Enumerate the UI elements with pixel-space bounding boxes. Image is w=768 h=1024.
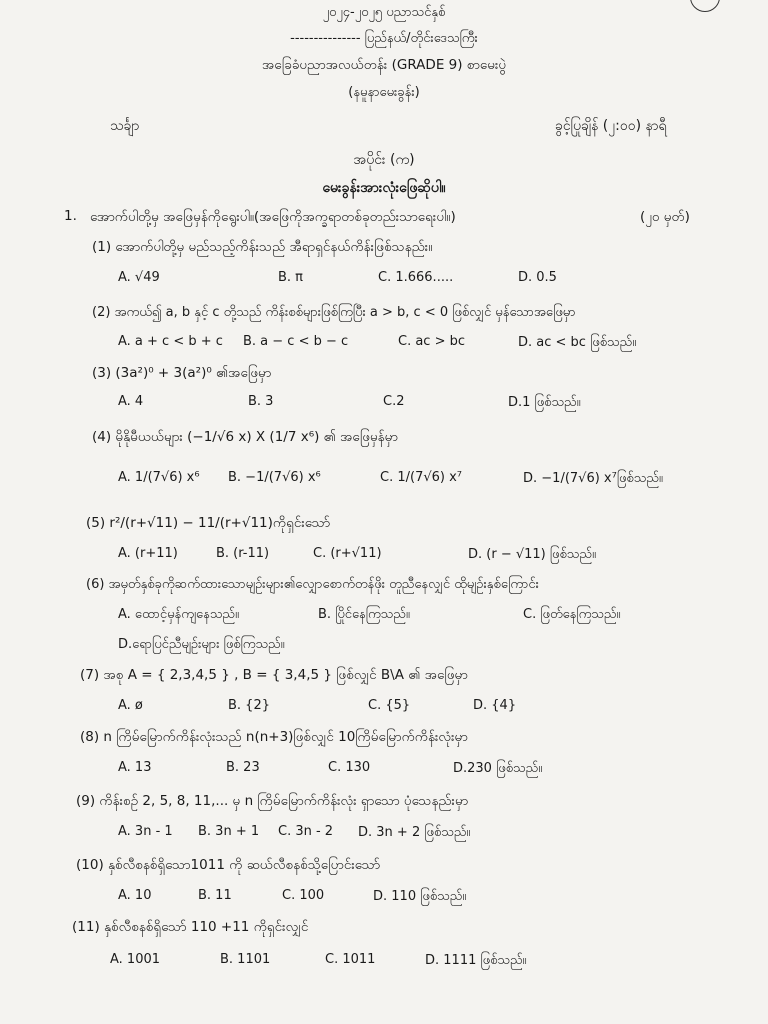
time-allowed: ခွင့်ပြုချိန် (၂:၀၀) နာရီ bbox=[555, 118, 667, 134]
option-b: B. (r-11) bbox=[216, 546, 270, 561]
option-a: A. 3n - 1 bbox=[118, 824, 173, 839]
question-11: (11) နှစ်လီစနစ်ရှိသော် 110 +11 ကိုရှင်းလျှင် bbox=[72, 919, 309, 935]
option-b: B. π bbox=[278, 270, 304, 285]
question-8: (8) n ကြိမ်မြောက်ကိန်းလုံးသည် n(n+3)ဖြစ်လျှင် 10ကြိမ်မြောက်ကိန်းလုံးမှာ bbox=[80, 729, 468, 745]
option-b: B. 1101 bbox=[220, 952, 271, 967]
subject-label: သင်္ချာ bbox=[110, 118, 140, 134]
question-1: (1) အောက်ပါတို့မှ မည်သည့်ကိန်းသည် အီရာရှင်နယ်ကိန်းဖြစ်သနည်း။ bbox=[92, 239, 433, 255]
exam-title: အခြေခံပညာအလယ်တန်း (GRADE 9) စာမေးပွဲ bbox=[261, 57, 507, 73]
option-a: A. 13 bbox=[118, 760, 152, 775]
option-a: A. 1001 bbox=[110, 952, 161, 967]
option-a: A. a + c < b + c bbox=[118, 334, 223, 349]
option-a: A. 10 bbox=[118, 888, 152, 903]
year-line: ၂၀၂၄-၂၀၂၅ ပညာသင်နှစ် bbox=[322, 5, 446, 20]
option-a: A. ø bbox=[118, 698, 143, 713]
option-c: C. 3n - 2 bbox=[278, 824, 334, 839]
option-b: B. 3 bbox=[248, 394, 274, 409]
q1-number: 1. bbox=[64, 208, 77, 224]
option-c: C. 1/(7√6) x⁷ bbox=[380, 470, 462, 485]
option-c: C. ac > bc bbox=[398, 334, 466, 349]
option-b: B. a − c < b − c bbox=[243, 334, 349, 349]
section-title: အပိုင်း (က) bbox=[353, 152, 415, 168]
option-b: B. {2} bbox=[228, 698, 270, 713]
option-c: C. (r+√11) bbox=[313, 546, 382, 561]
option-d: D. −1/(7√6) x⁷ဖြစ်သည်။ bbox=[523, 471, 663, 486]
option-d: D.230 ဖြစ်သည်။ bbox=[453, 761, 543, 776]
question-10: (10) နှစ်လီစနစ်ရှိသော1011 ကို ဆယ်လီစနစ်သို့ပြောင်းသော် bbox=[76, 857, 381, 873]
option-c: C. 130 bbox=[328, 760, 371, 775]
option-c: C. ဖြတ်နေကြသည်။ bbox=[523, 607, 621, 622]
region-line: --------------- ပြည်နယ်/တိုင်းဒေသကြီး bbox=[290, 31, 478, 46]
option-c: C. 1011 bbox=[325, 952, 376, 967]
question-2: (2) အကယ်၍ a, b နှင့် c တို့သည် ကိန်းစစ်များဖြစ်ကြပြီး a > b, c < 0 ဖြစ်လျှင် မှန်သောအဖြေမှာ bbox=[92, 305, 576, 320]
option-c: C. {5} bbox=[368, 698, 411, 713]
option-a: A. 1/(7√6) x⁶ bbox=[118, 470, 200, 485]
option-d: D.1 ဖြစ်သည်။ bbox=[508, 395, 581, 410]
option-d: D. ac < bc ဖြစ်သည်။ bbox=[518, 335, 637, 350]
option-d: D. 1111 ဖြစ်သည်။ bbox=[425, 953, 527, 968]
option-d: D. {4} bbox=[473, 698, 517, 713]
option-b: B. 11 bbox=[198, 888, 232, 903]
option-d: D. (r − √11) ဖြစ်သည်။ bbox=[468, 547, 596, 562]
option-c: C. 100 bbox=[282, 888, 325, 903]
q1-marks: (၂၀ မှတ်) bbox=[640, 209, 690, 225]
option-a: A. √49 bbox=[118, 270, 160, 285]
question-9: (9) ကိန်းစဉ် 2, 5, 8, 11,... မှ n ကြိမ်မြောက်ကိန်းလုံး ရှာသော ပုံသေနည်းမှာ bbox=[76, 793, 469, 809]
question-5: (5) r²/(r+√11) − 11/(r+√11)ကိုရှင်းသော် bbox=[86, 515, 331, 531]
option-c: C. 1.666..... bbox=[378, 270, 454, 285]
option-c: C.2 bbox=[383, 394, 405, 409]
question-6: (6) အမှတ်နှစ်ခုကိုဆက်ထားသောမျဉ်းများ၏လျှောစောက်တန်ဖိုး တူညီနေလျှင် ထိုမျဉ်းနှစ်ကြောင်း bbox=[86, 577, 539, 592]
option-b: B. 23 bbox=[226, 760, 260, 775]
question-6-option-d: D.ရောပြင်ညီမျဉ်းများ ဖြစ်ကြသည်။ bbox=[118, 637, 285, 652]
question-4: (4) မိုနိုမီယယ်များ (−1/√6 x) X (1/7 x⁶) ၏ အဖြေမှန်မှာ bbox=[92, 429, 398, 445]
sample-line: (နမူနာမေးခွန်း) bbox=[348, 85, 420, 100]
question-7: (7) အစု A = { 2,3,4,5 } , B = { 3,4,5 } ဖြစ်လျှင် B\A ၏ အဖြေမှာ bbox=[80, 667, 468, 683]
question-3: (3) (3a²)⁰ + 3(a²)⁰ ၏အဖြေမှာ bbox=[92, 365, 272, 381]
option-a: A. ထောင့်မှန်ကျနေသည်။ bbox=[118, 607, 239, 622]
option-d: D. 3n + 2 ဖြစ်သည်။ bbox=[358, 825, 471, 840]
q1-instruction: အောက်ပါတို့မှ အဖြေမှန်ကိုရွေးပါ။(အဖြေကိုအက္ခရာတစ်ခုတည်းသာရေးပါ။) bbox=[90, 209, 456, 225]
option-d: D. 0.5 bbox=[518, 270, 557, 285]
option-b: B. −1/(7√6) x⁶ bbox=[228, 470, 321, 485]
option-b: B. ပြိုင်နေကြသည်။ bbox=[318, 607, 410, 622]
option-d: D. 110 ဖြစ်သည်။ bbox=[373, 889, 467, 904]
option-a: A. 4 bbox=[118, 394, 144, 409]
section-instruction: မေးခွန်းအားလုံးဖြေဆိုပါ။ bbox=[322, 180, 446, 196]
option-b: B. 3n + 1 bbox=[198, 824, 260, 839]
option-a: A. (r+11) bbox=[118, 546, 178, 561]
